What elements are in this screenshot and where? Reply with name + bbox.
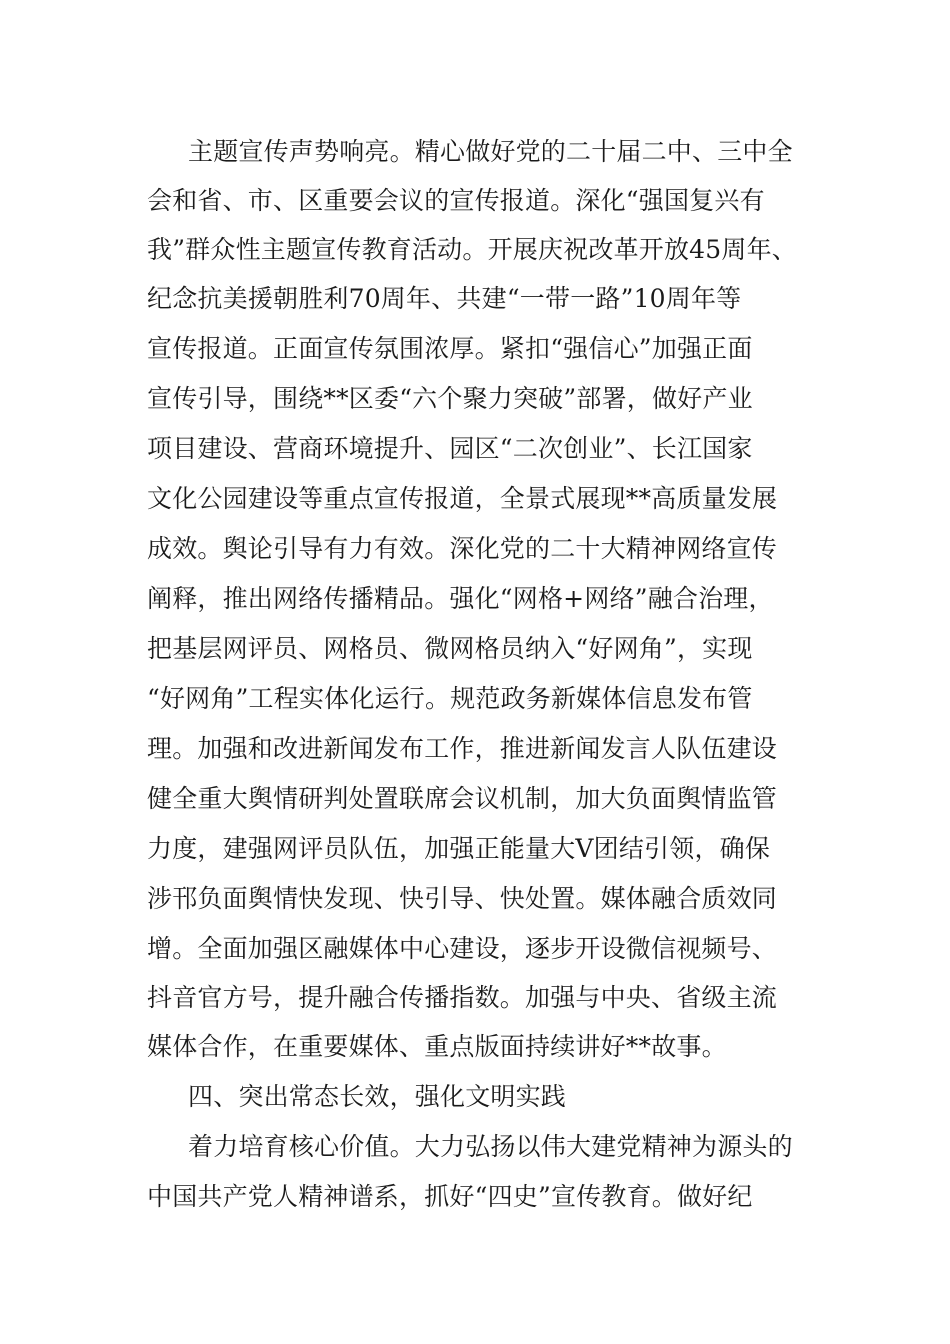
text-line-4: 纪念抗美援朝胜利70周年、共建“一带一路”10周年等 [147, 284, 742, 313]
text-line-3: 我”群众性主题宣传教育活动。开展庆祝改革开放45周年、 [147, 235, 797, 264]
text-line-12: “好网角”工程实体化运行。规范政务新媒体信息发布管 [147, 684, 753, 713]
text-line-14: 健全重大舆情研判处置联席会议机制，加大负面舆情监管 [147, 784, 778, 813]
text-line-10: 阐释，推出网络传播精品。强化“网格+网络”融合治理， [147, 584, 774, 613]
text-line-16: 涉邗负面舆情快发现、快引导、快处置。媒体融合质效同 [147, 884, 778, 913]
text-line-8: 文化公园建设等重点宣传报道，全景式展现**高质量发展 [147, 484, 778, 513]
text-line-17: 增。全面加强区融媒体中心建设，逐步开设微信视频号、 [147, 934, 778, 963]
text-line-19: 媒体合作，在重要媒体、重点版面持续讲好**故事。 [147, 1032, 727, 1061]
text-line-11: 把基层网评员、网格员、微网格员纳入“好网角”，实现 [147, 634, 753, 663]
text-line-9: 成效。舆论引导有力有效。深化党的二十大精神网络宣传 [147, 534, 778, 563]
text-line-15: 力度，建强网评员队伍，加强正能量大V团结引领，确保 [147, 834, 771, 863]
text-line-21: 着力培育核心价值。大力弘扬以伟大建党精神为源头的 [188, 1132, 793, 1161]
text-line-13: 理。加强和改进新闻发布工作，推进新闻发言人队伍建设 [147, 734, 778, 763]
text-line-5: 宣传报道。正面宣传氛围浓厚。紧扣“强信心”加强正面 [147, 334, 753, 363]
text-line-1: 主题宣传声势响亮。精心做好党的二十届二中、三中全 [188, 137, 793, 166]
text-line-22: 中国共产党人精神谱系，抓好“四史”宣传教育。做好纪 [147, 1182, 753, 1211]
section-heading: 四、突出常态长效，强化文明实践 [188, 1082, 567, 1111]
text-line-2: 会和省、市、区重要会议的宣传报道。深化“强国复兴有 [147, 186, 765, 215]
text-line-18: 抖音官方号，提升融合传播指数。加强与中央、省级主流 [147, 983, 778, 1012]
text-line-7: 项目建设、营商环境提升、园区“二次创业”、长江国家 [147, 434, 753, 463]
text-line-6: 宣传引导，围绕**区委“六个聚力突破”部署，做好产业 [147, 384, 753, 413]
